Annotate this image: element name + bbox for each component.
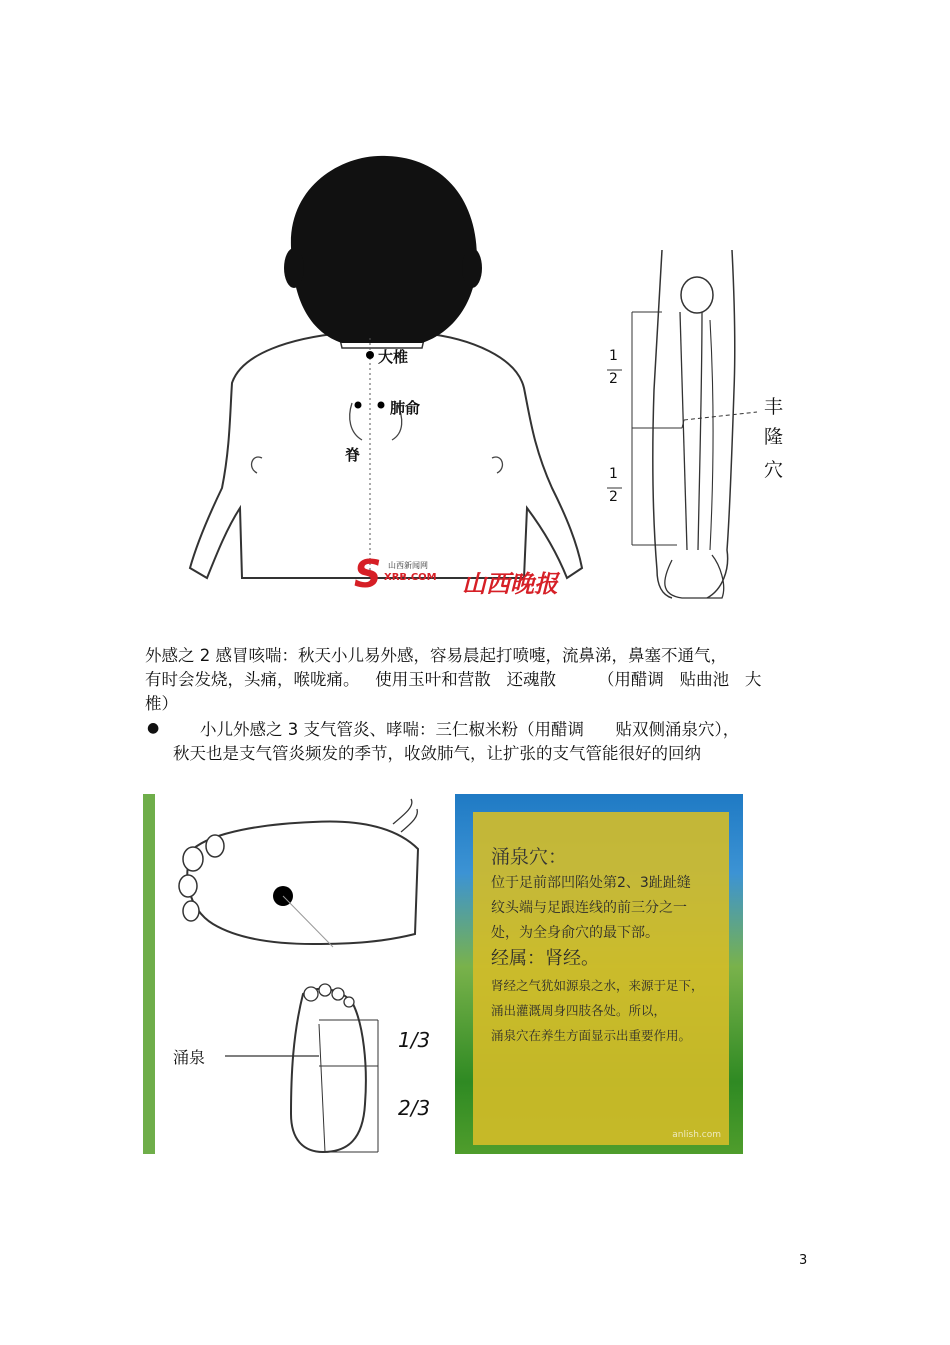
paragraph-1-line-2: 有时会发烧，头痛，喉咙痛。 使用玉叶和营散 还魂散 （用醋调 贴曲池 大 (145, 670, 762, 689)
card-small-line-1: 肾经之气犹如源泉之水，来源于足下， (491, 978, 704, 993)
yongquan-label: 涌泉 (173, 1048, 206, 1067)
fraction-bottom-numerator: 1 (609, 466, 618, 482)
logo-url: XRB.COM (384, 572, 437, 583)
logo-brand: 山西晚报 (462, 570, 558, 598)
feishu-label: 肺俞 (390, 399, 421, 417)
yongquan-info-card (455, 794, 743, 1154)
logo-subtitle: 山西新闻网 (388, 561, 428, 570)
logo-s-icon: S (354, 552, 382, 596)
card-subtitle: 经属：肾经。 (491, 948, 599, 969)
one-third-label: 1/3 (398, 1028, 431, 1052)
card-desc-line-2: 纹头端与足跟连线的前三分之一 (491, 900, 687, 916)
card-desc-line-3: 处，为全身俞穴的最下部。 (491, 925, 659, 941)
fenglong-label-1: 丰 (764, 396, 784, 418)
newspaper-logo (354, 552, 586, 600)
fenglong-label-2: 隆 (764, 426, 784, 448)
card-small-line-3: 涌泉穴在养生方面显示出重要作用。 (491, 1028, 692, 1043)
paragraph-2-line-1: 小儿外感之 3 支气管炎、哮喘：三仁椒米粉（用醋调 贴双侧涌泉穴）， (200, 720, 740, 739)
ji-label: 脊 (345, 446, 361, 464)
paragraph-1-line-3: 椎） (145, 694, 178, 713)
fraction-bottom-denominator: 2 (609, 489, 618, 505)
card-desc-line-1: 位于足前部凹陷处第2、3趾趾缝 (491, 875, 691, 891)
paragraph-2-line-2: 秋天也是支气管炎频发的季节，收敛肺气，让扩张的支气管能很好的回纳 (173, 744, 701, 763)
two-thirds-label: 2/3 (398, 1096, 431, 1120)
fraction-top-denominator: 2 (609, 371, 618, 387)
child-back-figure (172, 148, 590, 603)
page-number: 3 (799, 1253, 808, 1268)
bullet-icon: ● (147, 720, 160, 736)
paragraph-1-line-1: 外感之 2 感冒咳喘：秋天小儿易外感，容易晨起打喷嚏，流鼻涕，鼻塞不通气， (145, 646, 727, 665)
fraction-top-numerator: 1 (609, 348, 618, 364)
dazhui-label: 大椎 (378, 348, 409, 366)
card-watermark: anlish.com (672, 1130, 721, 1140)
foot-figure (143, 794, 449, 1154)
card-title: 涌泉穴： (491, 846, 568, 868)
card-small-line-2: 涌出灌溉周身四肢各处。所以， (491, 1003, 667, 1018)
leg-figure (602, 250, 794, 602)
fenglong-label-3: 穴 (764, 459, 784, 481)
